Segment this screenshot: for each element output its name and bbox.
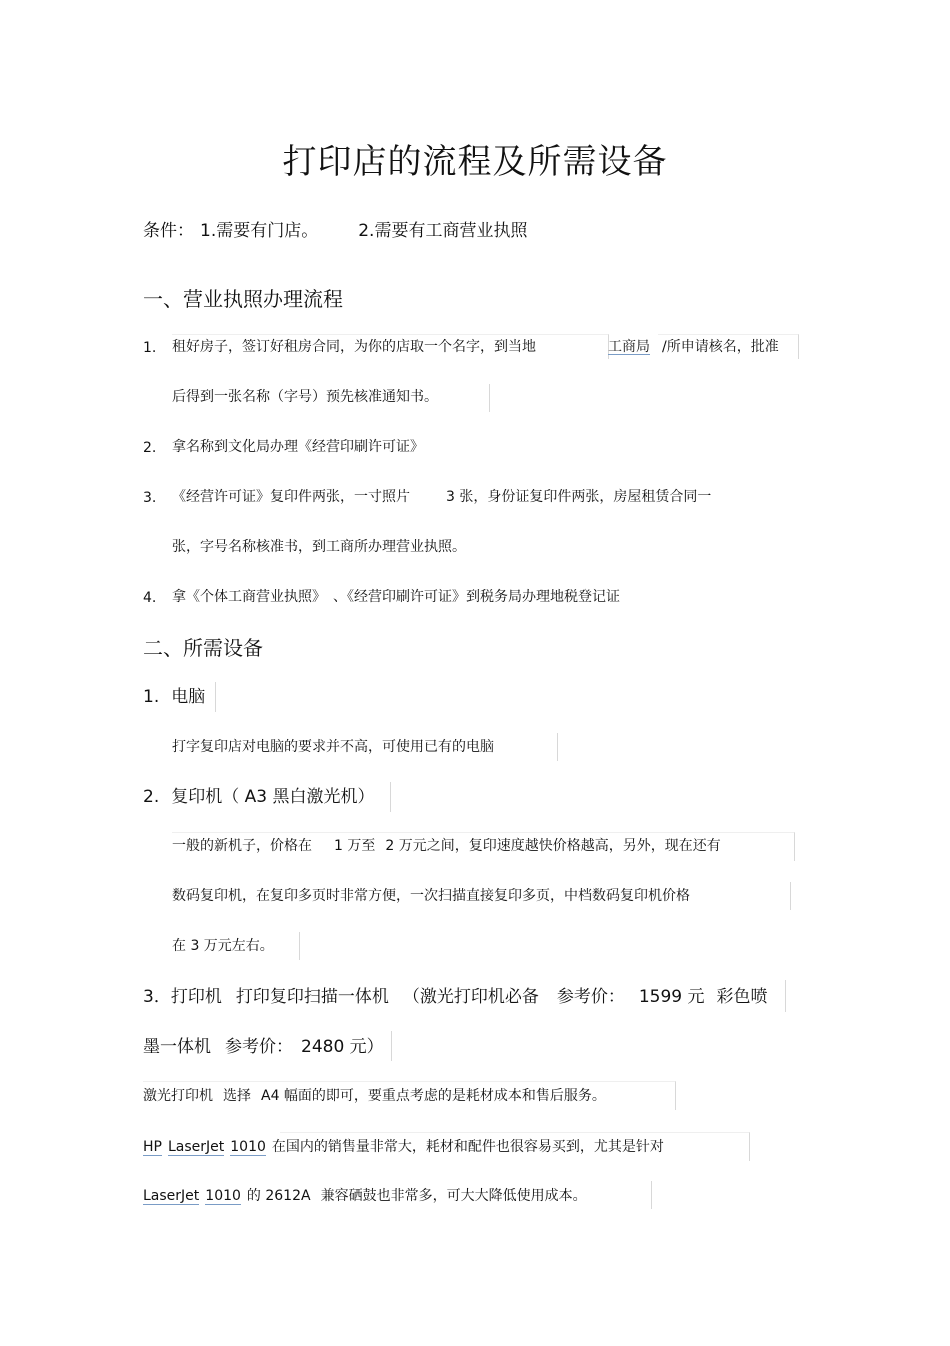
equip2-desc1-b: 1 万至: [334, 838, 376, 854]
equip3-line1-a: 3．打印机: [143, 987, 222, 1007]
condition-1: 1.需要有门店。: [200, 221, 319, 241]
item1-line1-box-b: [658, 334, 799, 359]
equip3-para2-rest: 在国内的销售量非常大，耗材和配件也很容易买到，尤其是针对: [271, 1139, 664, 1155]
equip2-desc1-box: [172, 832, 795, 861]
item1-line1-text-b: /所申请核名，批准: [662, 339, 779, 355]
equip3-line1-b: 打印复印扫描一体机: [235, 987, 389, 1007]
equip1-rule: [215, 682, 216, 712]
item1-line2: 后得到一张名称（字号）预先核准通知书。: [172, 389, 438, 405]
laserjet-link[interactable]: LaserJet: [167, 1139, 225, 1155]
equip1-desc: 打字复印店对电脑的要求并不高，可使用已有的电脑: [172, 739, 494, 755]
equip2-desc3-rule: [299, 932, 300, 960]
section2-heading: 二、所需设备: [143, 636, 263, 660]
equip3-para1-box: [143, 1081, 676, 1110]
item3-line1: [172, 490, 711, 504]
equip3-line1-d: 参考价：: [556, 987, 625, 1007]
equip1-desc-rule: [557, 733, 558, 761]
equip2-rule: [390, 782, 391, 812]
equip3-line1: [143, 989, 768, 1006]
item1-number: 1.: [143, 340, 157, 356]
equip3-line1-rule: [785, 980, 786, 1012]
conditions-line: [143, 223, 527, 240]
condition-2: 2.需要有工商营业执照: [358, 221, 528, 241]
item4-line1: [172, 590, 620, 604]
item3-line2: 张，字号名称核准书，到工商所办理营业执照。: [172, 539, 466, 555]
equip1-label: 电脑: [171, 687, 206, 707]
item1-line1: [172, 334, 798, 360]
item2-line1: 拿名称到文化局办理《经营印刷许可证》: [172, 439, 424, 455]
equip3-line1-c: （激光打印机必备: [402, 987, 539, 1007]
equip2-desc1-a: 一般的新机子，价格在: [172, 838, 312, 854]
page-title: 打印店的流程及所需设备: [282, 142, 668, 182]
item1-line1-text-a: 租好房子，签订好租房合同，为你的店取一个名字，到当地: [172, 339, 536, 355]
item4-line1-text-a: 拿《个体工商营业执照》: [172, 589, 319, 605]
item3-number: 3.: [143, 490, 157, 506]
model-1010-link-2[interactable]: 1010: [205, 1188, 241, 1204]
item4-number: 4.: [143, 590, 157, 606]
section1-heading: 一、营业执照办理流程: [143, 287, 343, 311]
equip3-line2-b: 参考价：: [225, 1037, 293, 1057]
item2-number: 2.: [143, 440, 157, 456]
conditions-label: 条件：: [143, 221, 194, 241]
equip3-para3-a: 的 2612A: [246, 1188, 311, 1204]
equip3-para1-c: A4 幅面的即可，要重点考虑的是耗材成本和售后服务。: [261, 1088, 606, 1104]
equip2-desc2: 数码复印机，在复印多页时非常方便，一次扫描直接复印多页，中档数码复印机价格: [172, 888, 690, 904]
equip2-number: 2.: [143, 787, 160, 807]
equip3-para3-rule: [651, 1181, 652, 1209]
equip2-title: [143, 789, 375, 806]
hp-link[interactable]: HP: [143, 1139, 162, 1155]
equip3-para1-a: 激光打印机: [143, 1088, 213, 1104]
equip3-line2-rule: [391, 1031, 392, 1061]
equip3-line2: [143, 1039, 384, 1056]
equip3-line2-a: 墨一体机: [143, 1037, 211, 1057]
equip2-desc3: 在 3 万元左右。: [172, 938, 274, 954]
equip3-para3: [143, 1189, 587, 1203]
equip3-line1-e: 1599 元: [638, 987, 705, 1007]
gongshangju-link[interactable]: 工商局: [608, 339, 650, 355]
item4-line1-text-b: 、《经营印刷许可证》到税务局办理地税登记证: [333, 589, 620, 605]
item1-line2-rule: [489, 384, 490, 412]
equip3-para1-b: 选择: [223, 1088, 251, 1104]
equip3-para3-b: 兼容硒鼓也非常多，可大大降低使用成本。: [320, 1188, 587, 1204]
equip1-number: 1.: [143, 687, 160, 707]
equip1-title: [143, 689, 205, 706]
item3-line1-text-b: 3 张，身份证复印件两张，房屋租赁合同一: [446, 489, 712, 505]
item3-line1-text-a: 《经营许可证》复印件两张，一寸照片: [172, 489, 410, 505]
equip3-line2-c: 2480 元）: [301, 1037, 384, 1057]
equip2-desc1-c: 2 万元之间，复印速度越快价格越高，另外，现在还有: [385, 838, 721, 854]
equip2-label: 复印机（ A3 黑白激光机）: [171, 787, 375, 807]
laserjet-link-2[interactable]: LaserJet: [143, 1188, 200, 1204]
equip2-desc2-rule: [790, 882, 791, 910]
equip3-para2-box: [280, 1132, 750, 1161]
equip3-line1-f: 彩色喷: [716, 987, 768, 1007]
model-1010-link[interactable]: 1010: [230, 1139, 266, 1155]
